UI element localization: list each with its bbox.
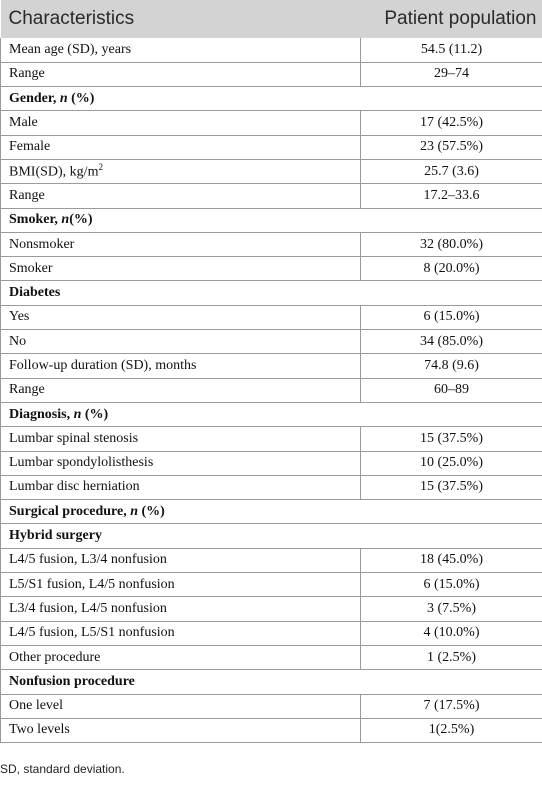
- row-label: Lumbar spondylolisthesis: [1, 451, 361, 475]
- table-row: [1, 573, 542, 597]
- table-row: [1, 475, 542, 499]
- row-value: 6 (15.0%): [361, 573, 542, 597]
- table-row: [1, 694, 542, 718]
- table-body: [1, 38, 542, 743]
- table-row: [1, 305, 542, 329]
- section-label: Smoker, n(%): [1, 208, 542, 232]
- header-patient-population: Patient population: [361, 0, 542, 38]
- table-header-row: [1, 0, 542, 38]
- row-label: L5/S1 fusion, L4/5 nonfusion: [1, 573, 361, 597]
- row-label: L3/4 fusion, L4/5 nonfusion: [1, 597, 361, 621]
- table-row: [1, 451, 542, 475]
- row-label: Follow-up duration (SD), months: [1, 354, 361, 378]
- table-row: [1, 232, 542, 256]
- table-row: [1, 135, 542, 159]
- table-row: [1, 184, 542, 208]
- row-value: 23 (57.5%): [361, 135, 542, 159]
- row-value: 6 (15.0%): [361, 305, 542, 329]
- table-section-row: [1, 402, 542, 426]
- table-section-row: [1, 500, 542, 524]
- row-value: 18 (45.0%): [361, 548, 542, 572]
- row-label: No: [1, 330, 361, 354]
- row-label: Male: [1, 111, 361, 135]
- row-value: 25.7 (3.6): [361, 159, 542, 183]
- row-label: Other procedure: [1, 645, 361, 669]
- row-label: Nonsmoker: [1, 232, 361, 256]
- row-value: 15 (37.5%): [361, 427, 542, 451]
- footnote: SD, standard deviation.: [0, 762, 125, 776]
- table-section-row: [1, 281, 542, 305]
- row-value: 10 (25.0%): [361, 451, 542, 475]
- table-section-row: [1, 524, 542, 548]
- section-label: Hybrid surgery: [1, 524, 542, 548]
- table-row: [1, 645, 542, 669]
- row-value: 4 (10.0%): [361, 621, 542, 645]
- table-row: [1, 621, 542, 645]
- row-value: 34 (85.0%): [361, 330, 542, 354]
- table-row: [1, 38, 542, 62]
- row-label: Yes: [1, 305, 361, 329]
- section-label: Diabetes: [1, 281, 542, 305]
- row-value: 17 (42.5%): [361, 111, 542, 135]
- row-value: 74.8 (9.6): [361, 354, 542, 378]
- table-section-row: [1, 87, 542, 111]
- row-label: BMI(SD), $kg/m^2$: [1, 159, 361, 183]
- row-value: 1 (2.5%): [361, 645, 542, 669]
- row-label: Range: [1, 378, 361, 402]
- row-label: Two levels: [1, 718, 361, 742]
- section-label: Diagnosis, n (%): [1, 402, 542, 426]
- row-label: L4/5 fusion, L5/S1 nonfusion: [1, 621, 361, 645]
- row-label: Female: [1, 135, 361, 159]
- row-value: 17.2–33.6: [361, 184, 542, 208]
- row-label: Range: [1, 184, 361, 208]
- row-label: Mean age (SD), years: [1, 38, 361, 62]
- table-row: [1, 257, 542, 281]
- row-label: Smoker: [1, 257, 361, 281]
- row-value: 54.5 (11.2): [361, 38, 542, 62]
- row-label: Range: [1, 62, 361, 86]
- table-row: [1, 718, 542, 742]
- row-value: 60–89: [361, 378, 542, 402]
- row-label: Lumbar spinal stenosis: [1, 427, 361, 451]
- table-section-row: [1, 208, 542, 232]
- row-value: 1(2.5%): [361, 718, 542, 742]
- table-row: [1, 548, 542, 572]
- table-row: [1, 427, 542, 451]
- row-label: L4/5 fusion, L3/4 nonfusion: [1, 548, 361, 572]
- row-label: One level: [1, 694, 361, 718]
- table-row: [1, 354, 542, 378]
- table-row: [1, 111, 542, 135]
- table-row: [1, 159, 542, 183]
- table-section-row: [1, 670, 542, 694]
- table-row: [1, 378, 542, 402]
- row-value: 7 (17.5%): [361, 694, 542, 718]
- section-label: Nonfusion procedure: [1, 670, 542, 694]
- table-row: [1, 330, 542, 354]
- row-label: Lumbar disc herniation: [1, 475, 361, 499]
- row-value: 29–74: [361, 62, 542, 86]
- row-value: 32 (80.0%): [361, 232, 542, 256]
- row-value: 8 (20.0%): [361, 257, 542, 281]
- section-label: Gender, n (%): [1, 87, 542, 111]
- table-row: [1, 597, 542, 621]
- header-characteristics: Characteristics: [1, 0, 361, 38]
- table-row: [1, 62, 542, 86]
- row-value: 15 (37.5%): [361, 475, 542, 499]
- row-value: 3 (7.5%): [361, 597, 542, 621]
- section-label: Surgical procedure, n (%): [1, 500, 542, 524]
